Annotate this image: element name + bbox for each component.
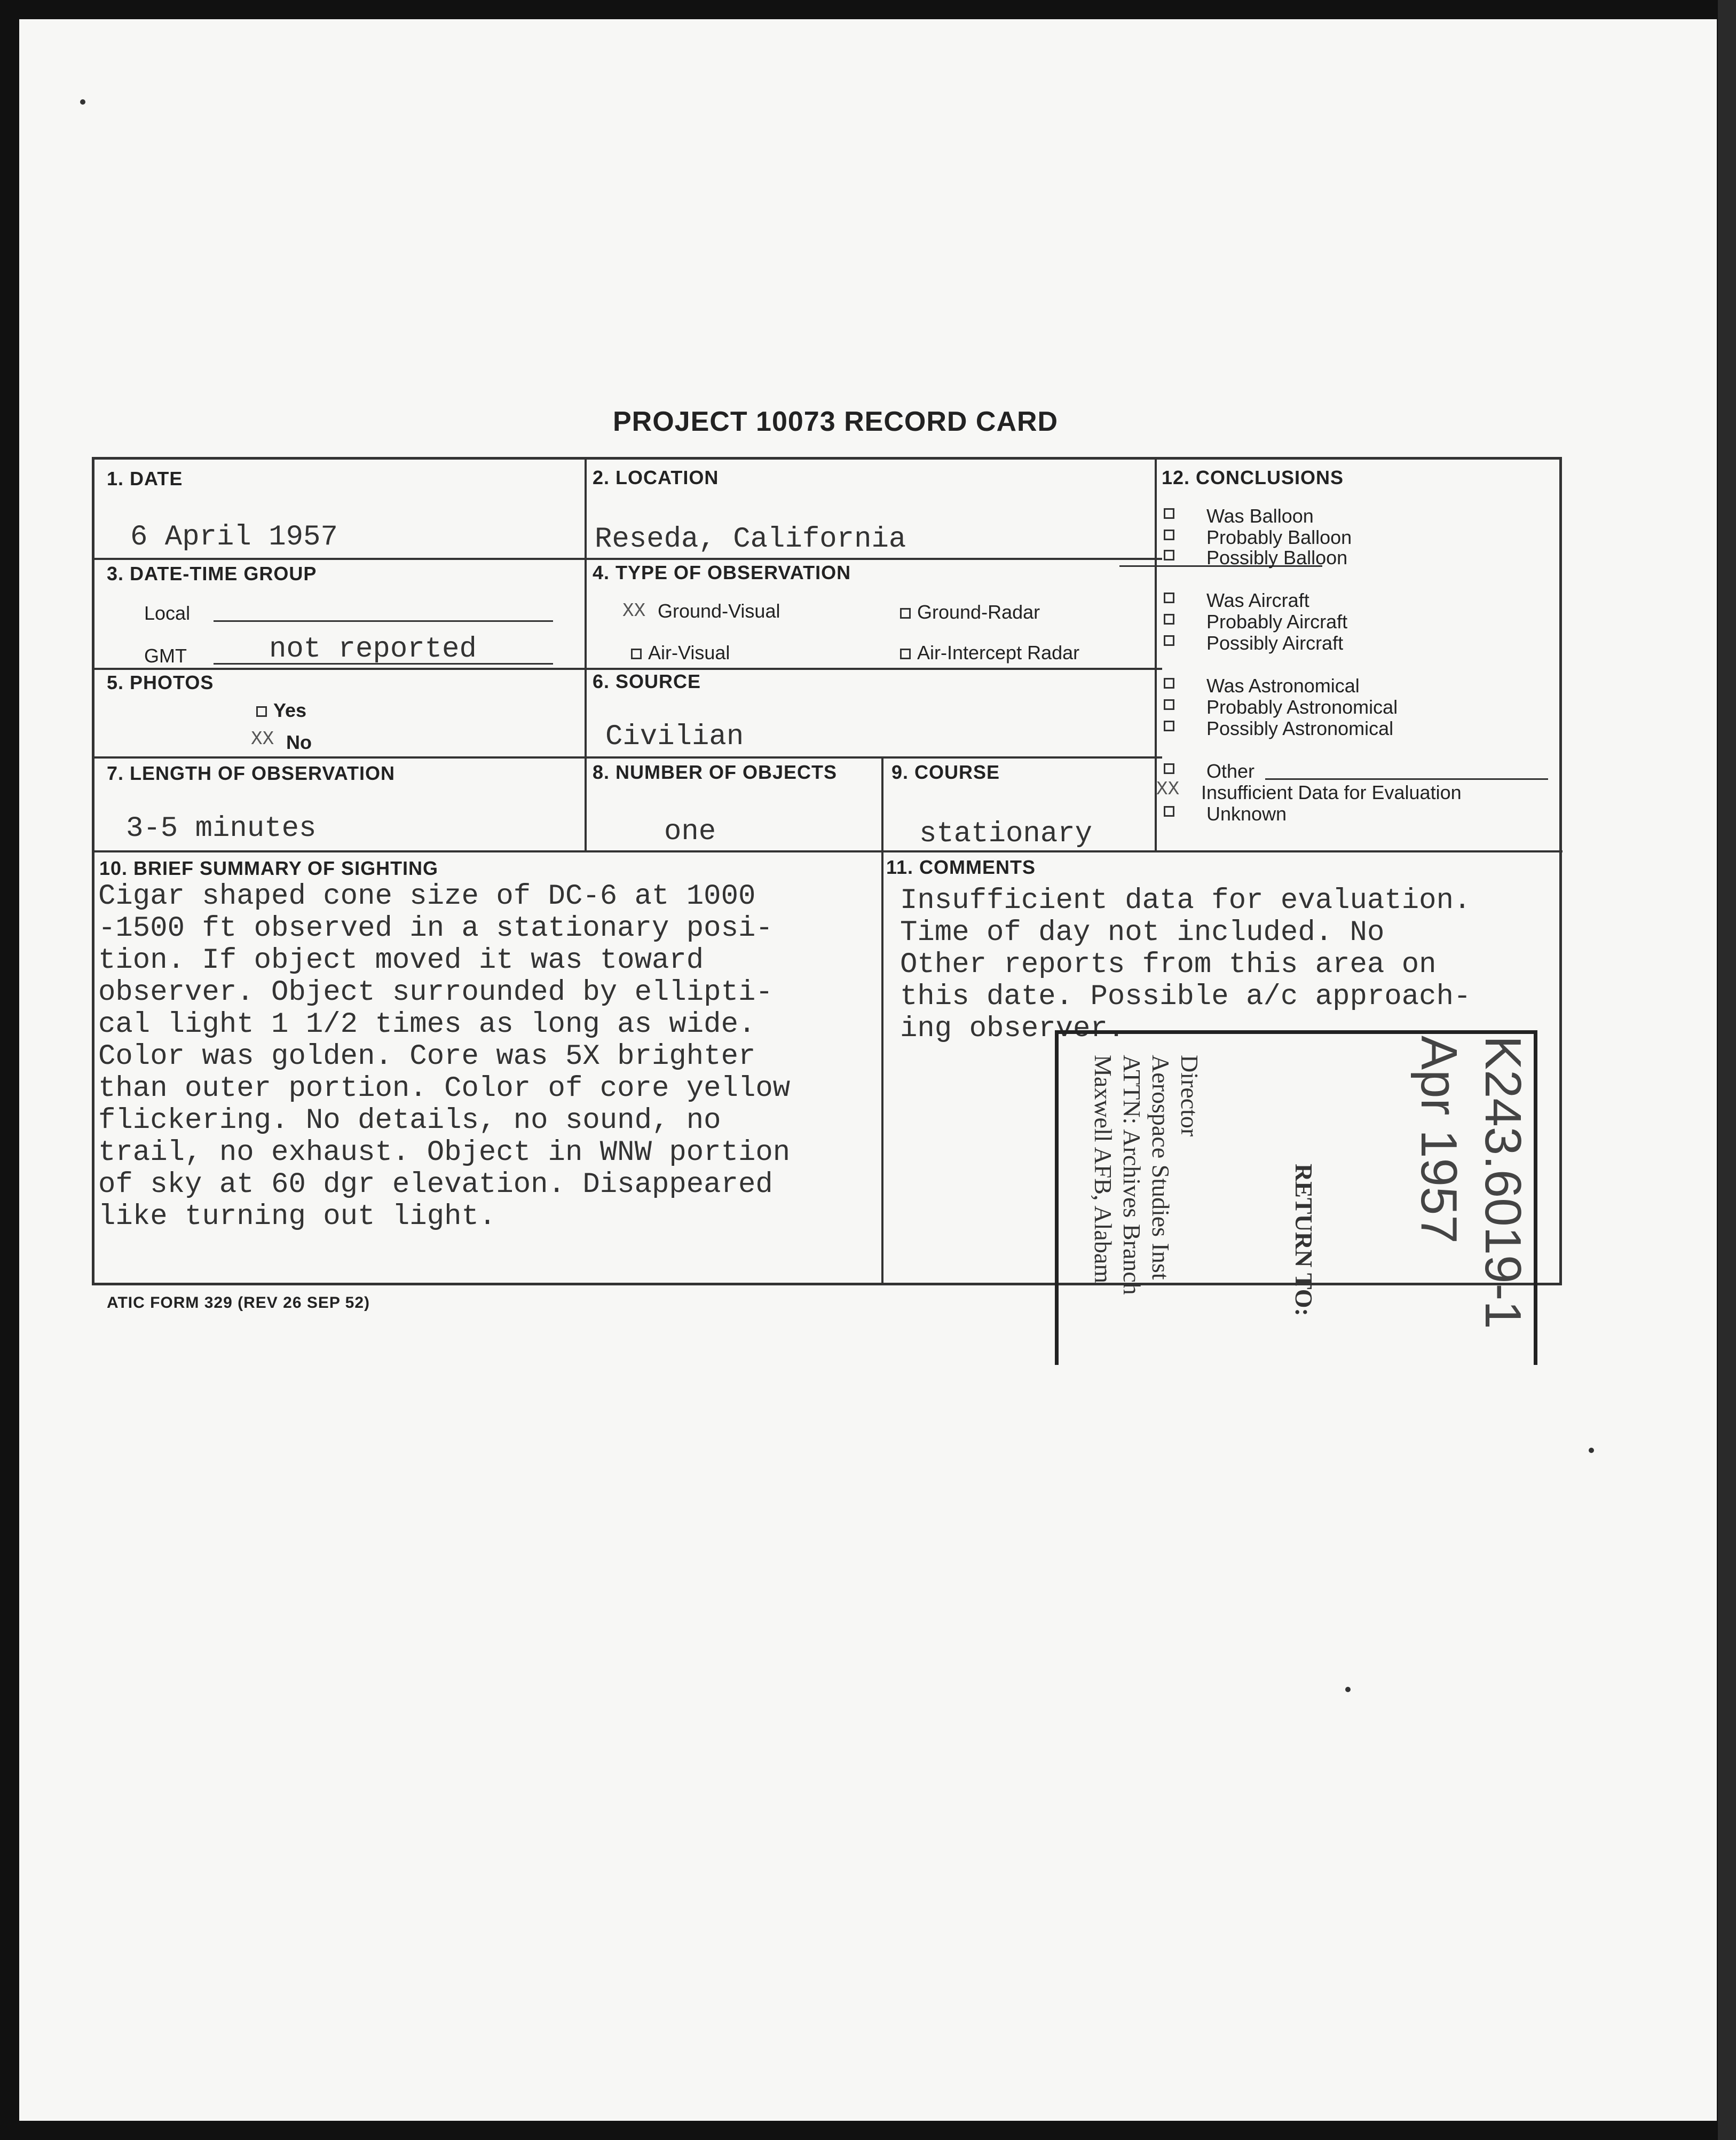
comments-text: Insufficient data for evaluation. Time of day not included. No Other reports from this area on this date. Possible a/c approach- ing observer.: [900, 885, 1471, 1045]
option-text: Air-Visual: [648, 642, 730, 664]
summary-text: Cigar shaped cone size of DC-6 at 1000 -1500 ft observed in a stationary posi- tion. If object moved it was toward observer. Object surrounded by ellipti- cal light 1 1/2 times as long as wide. Color was golden. Core was 5X brighter than outer portion. Color of core yellow flickering. No details, no sound, no trail, no exhaust. Object in WNW portion of sky at 60 dgr elevation. Disappeared like turning out light.: [98, 880, 791, 1233]
checkbox-icon: [1164, 763, 1174, 774]
local-label: Local: [144, 602, 191, 624]
checkbox-icon: [1164, 550, 1174, 560]
form-footer: ATIC FORM 329 (REV 26 SEP 52): [107, 1294, 370, 1312]
comments-label: 11. COMMENTS: [886, 856, 1036, 878]
ground-visual-mark: XX: [622, 600, 646, 622]
checkbox-icon: [1164, 530, 1174, 540]
divider: [585, 460, 587, 850]
checkbox-icon: [1164, 699, 1174, 710]
checkbox-icon: [900, 649, 911, 659]
source-value: Civilian: [605, 721, 744, 753]
card-title: PROJECT 10073 RECORD CARD: [613, 406, 1059, 437]
conclusions-label: 12. CONCLUSIONS: [1162, 467, 1344, 488]
length-label: 7. LENGTH OF OBSERVATION: [107, 762, 396, 784]
source-label: 6. SOURCE: [593, 670, 701, 692]
photos-no-mark: XX: [251, 728, 274, 750]
divider: [94, 558, 1162, 560]
objects-value: one: [664, 816, 716, 848]
checkbox-icon: [900, 608, 911, 619]
insufficient-mark: XX: [1156, 778, 1180, 800]
location-value: Reseda, California: [595, 523, 906, 556]
photos-label: 5. PHOTOS: [107, 672, 214, 693]
conclusion-probably-aircraft[interactable]: [1164, 611, 1347, 633]
conclusion-unknown[interactable]: [1164, 803, 1287, 825]
checkbox-icon: [1164, 593, 1174, 603]
divider: [94, 756, 1162, 759]
stamp-line2: Aerospace Studies Inst: [1147, 1055, 1174, 1280]
checkbox-icon: [1164, 508, 1174, 519]
checkbox-icon: [1164, 614, 1174, 625]
checkbox-icon: [1164, 678, 1174, 689]
option-text: Air-Intercept Radar: [917, 642, 1080, 664]
handwritten-reference: K243.6019-1: [1474, 1036, 1532, 1329]
option-text: Possibly Astronomical: [1206, 717, 1394, 739]
conclusion-possibly-aircraft[interactable]: [1164, 632, 1343, 654]
checkbox-icon: [1164, 721, 1174, 731]
option-text: Yes: [273, 699, 307, 721]
option-text: Probably Balloon: [1206, 526, 1352, 548]
checkbox-icon: [631, 649, 642, 659]
conclusion-probably-balloon[interactable]: [1164, 526, 1352, 549]
option-text: Possibly Aircraft: [1206, 632, 1344, 654]
conclusion-probably-astronomical[interactable]: [1164, 696, 1398, 718]
other-underline: [1265, 778, 1548, 780]
date-label: 1. DATE: [107, 468, 183, 489]
conclusion-was-aircraft[interactable]: [1164, 589, 1309, 612]
observation-label: 4. TYPE OF OBSERVATION: [593, 562, 851, 583]
location-label: 2. LOCATION: [593, 467, 719, 488]
local-underline: [214, 620, 553, 622]
ground-radar-option[interactable]: [900, 601, 1040, 623]
dtg-label: 3. DATE-TIME GROUP: [107, 563, 317, 585]
option-text: Probably Aircraft: [1206, 611, 1348, 633]
option-text: Ground-Radar: [917, 601, 1040, 623]
option-text: Was Aircraft: [1206, 589, 1309, 611]
speck: [80, 99, 85, 105]
film-edge: [1718, 0, 1736, 2140]
conclusion-was-balloon[interactable]: [1164, 505, 1314, 527]
conclusion-possibly-astronomical[interactable]: [1164, 717, 1393, 740]
option-text: Possibly Balloon: [1206, 547, 1348, 568]
course-label: 9. COURSE: [891, 761, 1000, 783]
checkbox-icon: [256, 706, 267, 717]
conclusion-insufficient-data[interactable]: [1201, 781, 1462, 804]
stamp-line4: Maxwell AFB, Alabam: [1090, 1055, 1117, 1284]
divider: [94, 668, 1162, 670]
option-text: Unknown: [1206, 803, 1287, 825]
photos-yes-option[interactable]: [256, 699, 306, 722]
stamp-line1: Director: [1176, 1055, 1203, 1137]
conclusion-possibly-balloon[interactable]: [1164, 547, 1347, 569]
speck: [1589, 1448, 1594, 1453]
air-visual-option[interactable]: [631, 642, 730, 664]
course-value: stationary: [919, 818, 1093, 850]
checkbox-icon: [1164, 806, 1174, 817]
air-intercept-option[interactable]: [900, 642, 1079, 664]
option-text: Was Astronomical: [1206, 675, 1360, 697]
stamp-line3: ATTN: Archives Branch: [1118, 1055, 1146, 1295]
ground-visual-option[interactable]: Ground-Visual: [658, 600, 780, 622]
checkbox-icon: [1164, 635, 1174, 646]
photos-no-option[interactable]: No: [286, 731, 312, 753]
summary-label: 10. BRIEF SUMMARY OF SIGHTING: [99, 857, 439, 879]
conclusion-was-astronomical[interactable]: [1164, 675, 1360, 697]
handwritten-date: Apr 1957: [1410, 1036, 1467, 1244]
gmt-label: GMT: [144, 645, 187, 667]
option-text: Was Balloon: [1206, 505, 1314, 527]
divider: [94, 850, 1563, 852]
option-text: Other: [1206, 760, 1255, 782]
length-value: 3-5 minutes: [126, 812, 317, 845]
speck: [1345, 1687, 1351, 1692]
objects-label: 8. NUMBER OF OBJECTS: [593, 761, 838, 783]
stamp-return-to: RETURN TO:: [1290, 1164, 1317, 1316]
date-value: 6 April 1957: [130, 521, 338, 554]
gmt-value: not reported: [269, 633, 477, 666]
option-text: Insufficient Data for Evaluation: [1201, 781, 1462, 803]
option-text: Probably Astronomical: [1206, 696, 1398, 718]
